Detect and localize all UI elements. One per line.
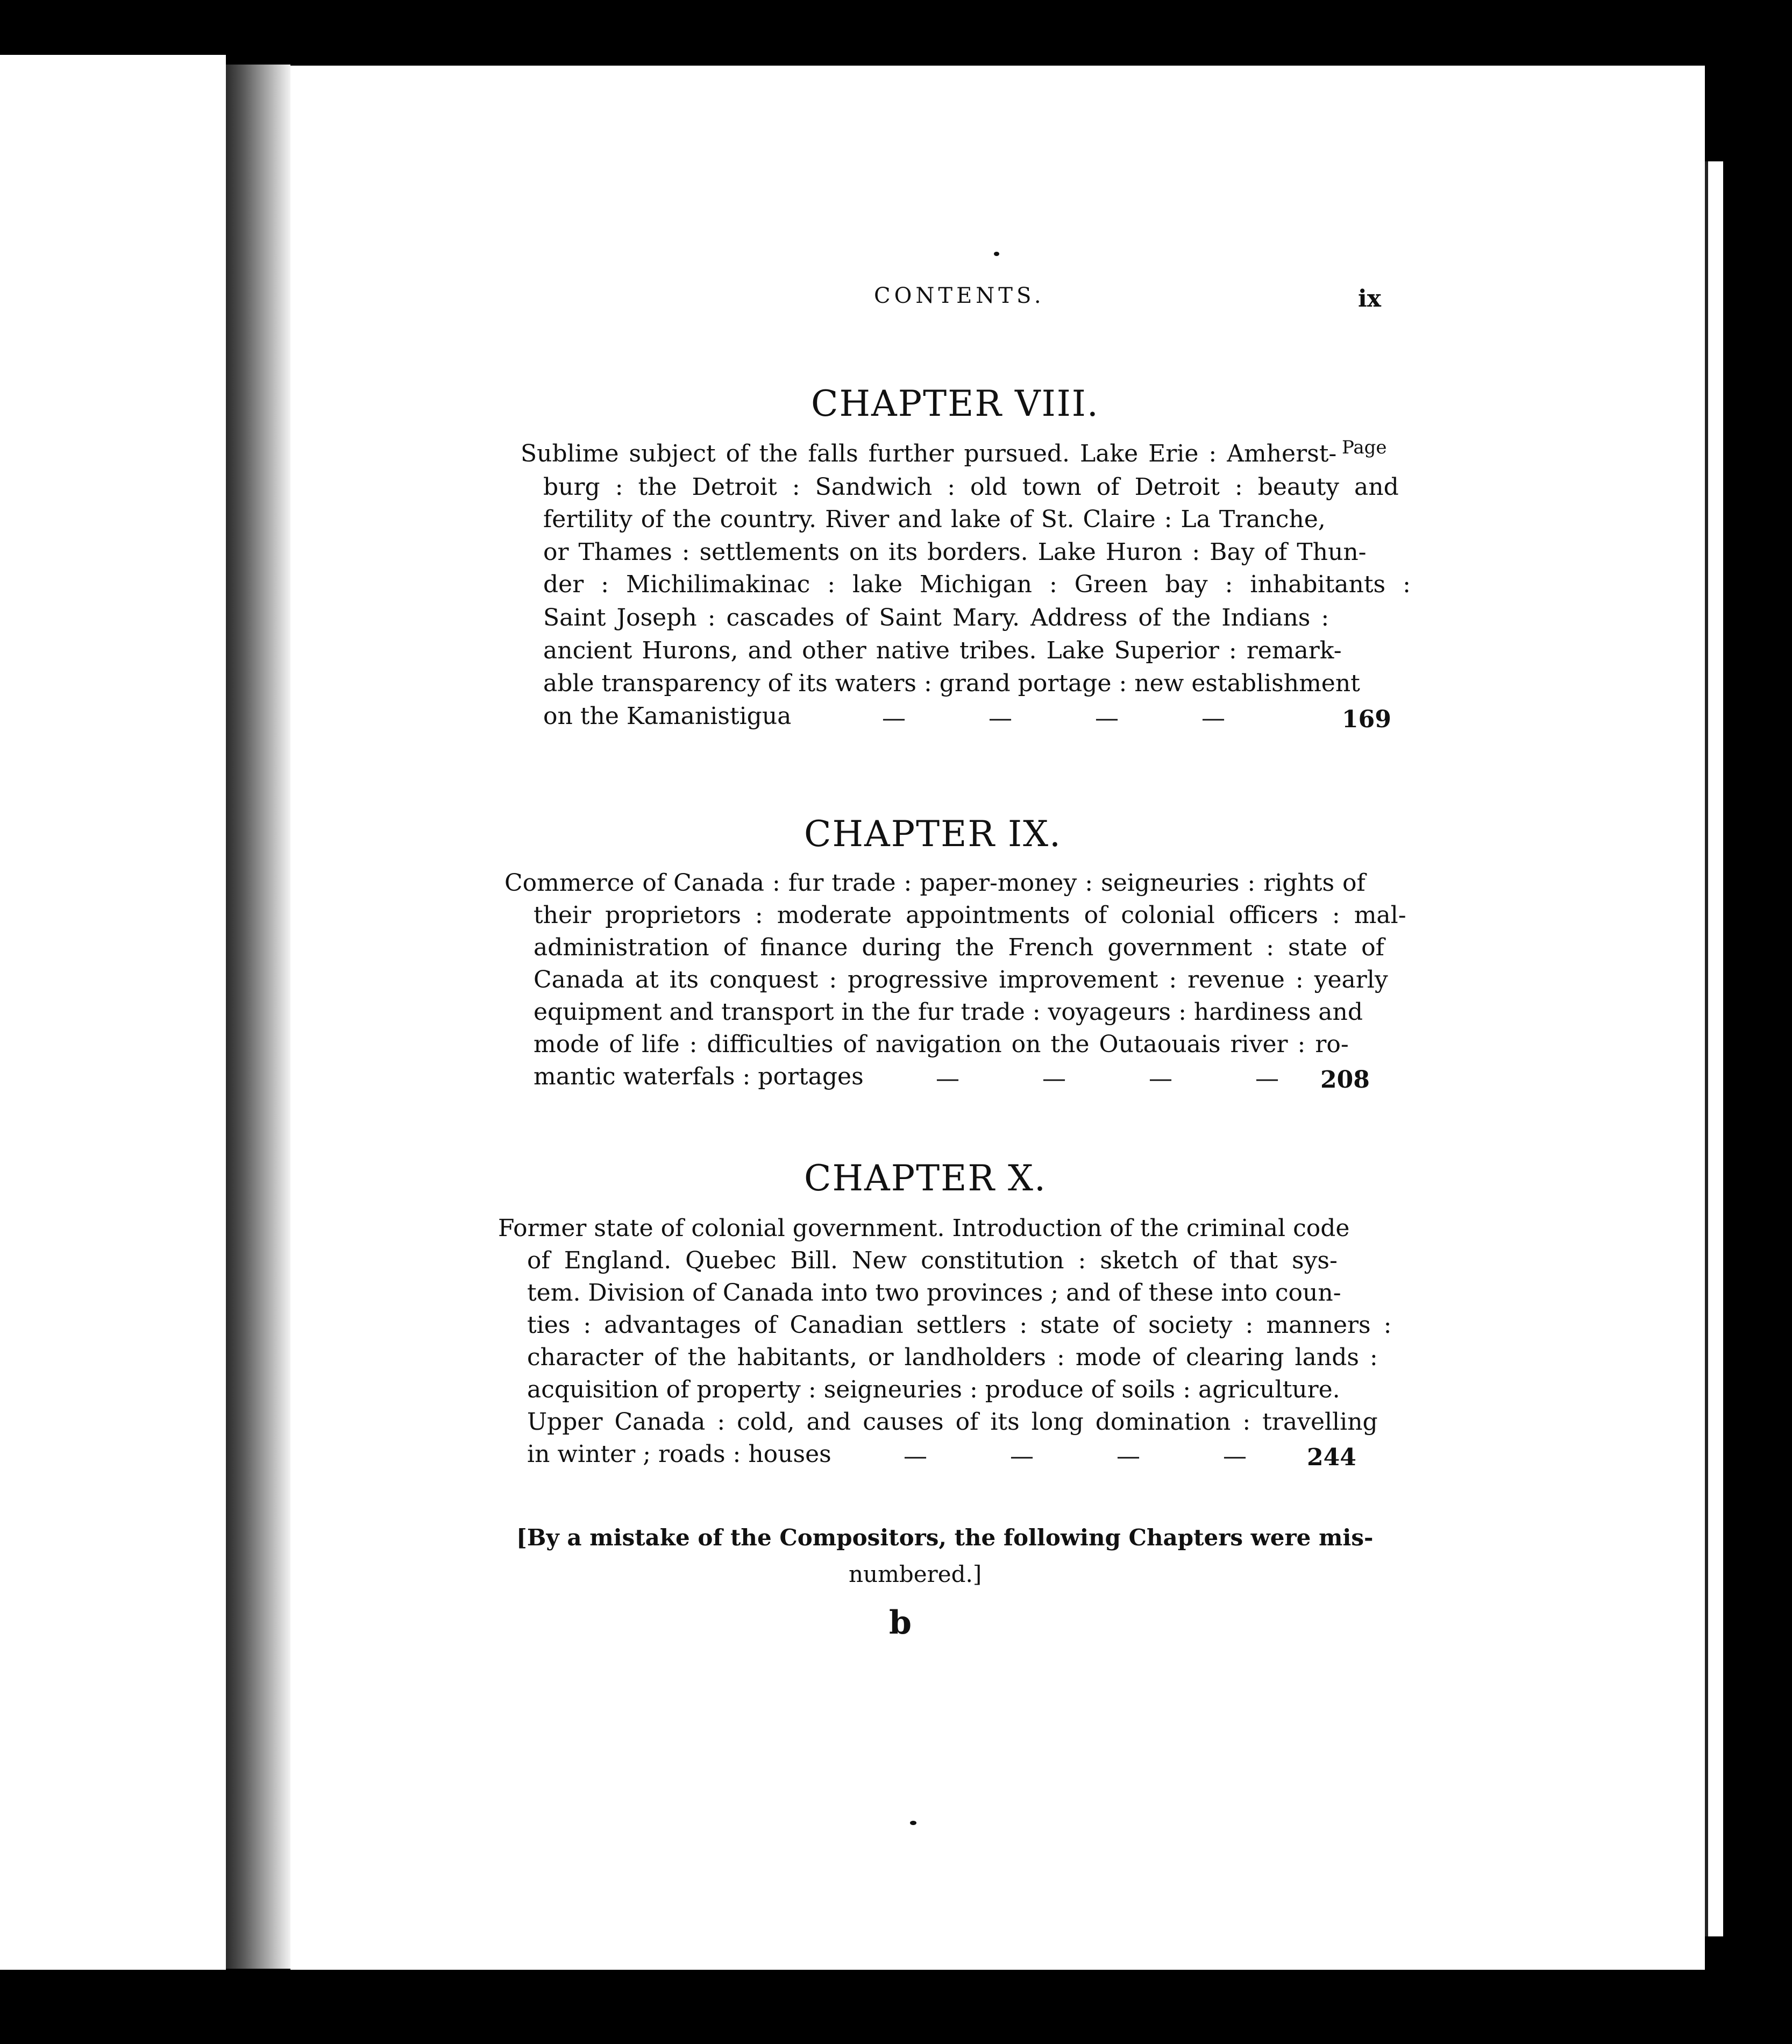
chapter-line: Canada at its conquest : progressive improvement : revenue : yearly bbox=[534, 966, 1388, 993]
chapter-line: mantic waterfals : portages bbox=[534, 1063, 864, 1090]
chapter-line: Saint Joseph : cascades of Saint Mary. Address of the Indians : bbox=[543, 604, 1329, 631]
chapter-line: Former state of colonial government. Introduction of the criminal code bbox=[498, 1215, 1350, 1242]
leader-dashes: — — — — bbox=[904, 1443, 1247, 1470]
compositor-note: [By a mistake of the Compositors, the following Chapters were mis- bbox=[516, 1524, 1374, 1551]
page-edge bbox=[1705, 161, 1723, 1936]
chapter-line: acquisition of property : seigneuries : produce of soils : agriculture. bbox=[527, 1376, 1340, 1403]
chapter-title: CHAPTER X. bbox=[804, 1158, 1047, 1199]
book-gutter-shadow bbox=[226, 65, 290, 1969]
chapter-line: in winter ; roads : houses bbox=[527, 1440, 831, 1468]
chapter-line: Upper Canada : cold, and causes of its long domination : travelling bbox=[527, 1408, 1378, 1436]
chapter-line: on the Kamanistigua bbox=[543, 702, 792, 730]
signature-mark: b bbox=[889, 1604, 912, 1642]
page-number: 208 bbox=[1320, 1066, 1370, 1094]
chapter-line: of England. Quebec Bill. New constitution : sketch of that sys- bbox=[527, 1247, 1338, 1274]
chapter-line: administration of finance during the French government : state of bbox=[534, 934, 1384, 961]
chapter-line: mode of life : difficulties of navigation on the Outaouais river : ro- bbox=[534, 1031, 1349, 1058]
page-folio: ix bbox=[1358, 285, 1381, 313]
facing-page bbox=[0, 55, 226, 1970]
chapter-line: their proprietors : moderate appointments of colonial officers : mal- bbox=[534, 902, 1406, 929]
chapter-line: ancient Hurons, and other native tribes. Lake Superior : remark- bbox=[543, 637, 1342, 664]
chapter-line: equipment and transport in the fur trade : voyageurs : hardiness and bbox=[534, 998, 1363, 1026]
compositor-note: numbered.] bbox=[849, 1561, 982, 1587]
chapter-line: ties : advantages of Canadian settlers : state of society : manners : bbox=[527, 1311, 1392, 1339]
chapter-line: able transparency of its waters : grand portage : new establishment bbox=[543, 670, 1360, 697]
leader-dashes: — — — — bbox=[882, 705, 1225, 732]
chapter-line: der : Michilimakinac : lake Michigan : Green bay : inhabitants : bbox=[543, 571, 1411, 598]
page-number: 169 bbox=[1342, 706, 1391, 733]
chapter-line: Commerce of Canada : fur trade : paper-money : seigneuries : rights of bbox=[504, 869, 1366, 897]
chapter-line: burg : the Detroit : Sandwich : old town of Detroit : beauty and bbox=[543, 473, 1399, 501]
page-column-label: Page bbox=[1342, 437, 1387, 458]
chapter-line: character of the habitants, or landholders : mode of clearing lands : bbox=[527, 1344, 1378, 1371]
chapter-title: CHAPTER IX. bbox=[804, 813, 1062, 855]
chapter-title: CHAPTER VIII. bbox=[811, 383, 1099, 424]
page-content bbox=[290, 66, 1705, 1970]
leader-dashes: — — — — bbox=[936, 1065, 1279, 1092]
chapter-line: fertility of the country. River and lake of St. Claire : La Tranche, bbox=[543, 506, 1326, 533]
chapter-line: or Thames : settlements on its borders. Lake Huron : Bay of Thun- bbox=[543, 538, 1367, 566]
chapter-line: tem. Division of Canada into two provinces ; and of these into coun- bbox=[527, 1279, 1341, 1307]
page-number: 244 bbox=[1307, 1444, 1356, 1471]
chapter-line: Sublime subject of the falls further pursued. Lake Erie : Amherst- bbox=[521, 440, 1337, 467]
running-head: CONTENTS. bbox=[874, 283, 1045, 308]
